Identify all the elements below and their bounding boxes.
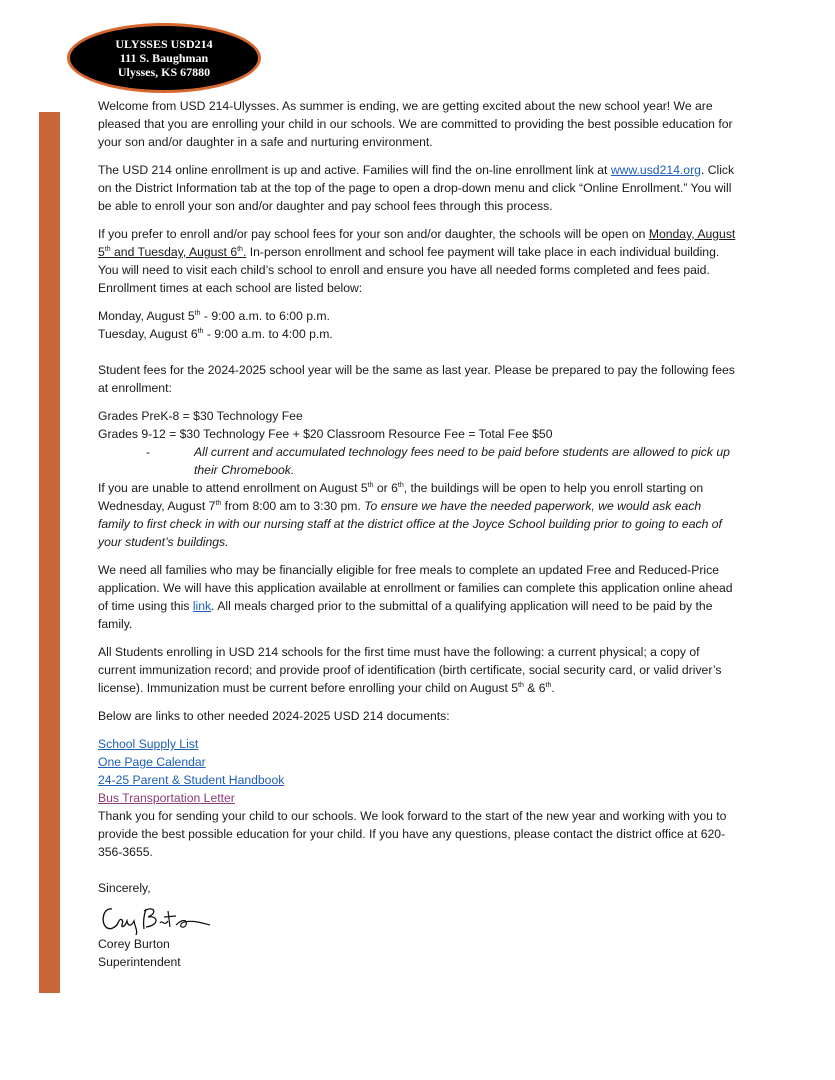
signer-name: Corey Burton	[98, 937, 170, 951]
document-link-row	[98, 789, 736, 807]
documents-intro: Below are links to other needed 2024-2025 USD 214 documents:	[98, 709, 450, 723]
handwritten-signature-icon	[98, 901, 218, 935]
technology-fee-note	[98, 443, 736, 479]
dash-bullet: -	[146, 445, 151, 459]
monday-hours: - 9:00 a.m. to 6:00 p.m.	[200, 309, 330, 323]
technology-fee-note-text: All current and accumulated technology fees need to be paid before students are allowed to pick up their Chromebook.	[194, 445, 730, 477]
student-fees-paragraph: Student fees for the 2024-2025 school year will be the same as last year. Please be prepared to pay the following fees at enrollment:	[98, 363, 735, 395]
ordinal: th	[237, 245, 243, 253]
free-meals-paragraph	[98, 561, 736, 633]
late-text-c: , the buildings will be open to help you enroll starting on Wednesday, August 7	[98, 481, 704, 513]
document-link-row	[98, 771, 736, 789]
school-supply-list-link[interactable]: School Supply List	[98, 737, 199, 751]
late-enrollment-paragraph	[98, 479, 736, 551]
free-meals-application-link[interactable]: link	[192, 599, 212, 613]
parent-student-handbook-link[interactable]: 24-25 Parent & Student Handbook	[98, 773, 285, 787]
ordinal: th	[518, 681, 524, 689]
period: .	[551, 681, 555, 695]
left-accent-bar	[39, 112, 60, 993]
late-text-a: If you are unable to attend enrollment on August 5	[98, 481, 368, 495]
tuesday-date: Tuesday, August 6	[98, 327, 198, 341]
first-time-requirements-paragraph	[98, 643, 736, 697]
spacer	[98, 343, 736, 361]
date-monday: Monday, August 5	[98, 227, 736, 259]
late-text-b: or 6	[373, 481, 398, 495]
ordinal: th	[197, 327, 204, 335]
period: .	[242, 245, 247, 259]
letter-body	[98, 97, 736, 971]
ordinal: th	[104, 245, 111, 253]
bus-transportation-letter-link[interactable]: Bus Transportation Letter	[98, 791, 235, 805]
letterhead-oval	[67, 23, 261, 93]
requirements-text: All Students enrolling in USD 214 schools for the first time must have the following: a current physical; a copy of current immunization record; and provide proof of identification (birth certificate, social security card, or valid driver’s license). Immunization must be current before enrolling your child on August 5	[98, 645, 722, 695]
in-person-text: If you prefer to enroll and/or pay school fees for your son and/or daughter, the schools will be open on	[98, 227, 649, 241]
thank-you-paragraph: Thank you for sending your child to our schools. We look forward to the start of the new year and working with you to provide the best possible education for your child. If you have any questions, please contact the district office at 620-356-3655.	[98, 809, 727, 859]
document-link-row	[98, 735, 736, 753]
document-link-row	[98, 753, 736, 771]
letterhead-district: ULYSSES USD214	[115, 37, 213, 51]
enrollment-time-tuesday	[98, 325, 736, 343]
online-enrollment-text: The USD 214 online enrollment is up and active. Families will find the on-line enrollment link at	[98, 163, 611, 177]
closing: Sincerely,	[98, 881, 151, 895]
ordinal: th	[215, 499, 222, 507]
one-page-calendar-link[interactable]: One Page Calendar	[98, 755, 206, 769]
in-person-enrollment-paragraph	[98, 225, 736, 297]
requirements-text-b: & 6	[523, 681, 546, 695]
ordinal: th	[367, 481, 374, 489]
in-person-text-2: In-person enrollment and school fee payment will take place in each individual building. You will need to visit each child’s school to enroll and ensure you have all needed forms completed and fees paid. Enrollment times at each school are listed below:	[98, 245, 720, 295]
monday-date: Monday, August 5	[98, 309, 195, 323]
signer-title: Superintendent	[98, 955, 181, 969]
enrollment-time-monday	[98, 307, 736, 325]
usd214-website-link[interactable]: www.usd214.org	[610, 163, 701, 177]
letterhead-city: Ulysses, KS 67880	[117, 65, 211, 79]
free-meals-text: We need all families who may be financially eligible for free meals to complete an updated Free and Reduced-Price application. We will have this application available at enrollment or families can complete this application online ahead of time using this	[98, 563, 733, 613]
letterhead-street: 111 S. Baughman	[119, 51, 209, 65]
nursing-staff-note: To ensure we have the needed paperwork, we would ask each family to first check in with our nursing staff at the district office at the Joyce School building prior to going to each of your student’s buildings.	[98, 499, 722, 549]
late-text-d: from 8:00 am to 3:30 pm.	[221, 499, 365, 513]
ordinal: th	[194, 309, 201, 317]
online-enrollment-paragraph	[98, 161, 736, 215]
online-enrollment-text-2: . Click on the District Information tab at the top of the page to open a drop-down menu and click “Online Enrollment.” You will be able to enroll your son and/or daughter and pay school fees through this process.	[98, 163, 735, 213]
welcome-paragraph: Welcome from USD 214-Ulysses. As summer is ending, we are getting excited about the new school year! We are pleased that you are enrolling your child in our schools. We are committed to providing the best possible education for your son and/or daughter in a safe and nurturing environment.	[98, 99, 733, 149]
date-tuesday: and Tuesday, August 6	[110, 245, 238, 259]
free-meals-text-2: . All meals charged prior to the submittal of a qualifying application will need to be paid by the family.	[98, 599, 713, 631]
signature-image	[98, 901, 736, 935]
tuesday-hours: - 9:00 a.m. to 4:00 p.m.	[203, 327, 333, 341]
ordinal: th	[545, 681, 552, 689]
fee-line-9-12: Grades 9-12 = $30 Technology Fee + $20 Classroom Resource Fee = Total Fee $50	[98, 427, 553, 441]
ordinal: th	[397, 481, 404, 489]
fee-line-prek8: Grades PreK-8 = $30 Technology Fee	[98, 409, 303, 423]
